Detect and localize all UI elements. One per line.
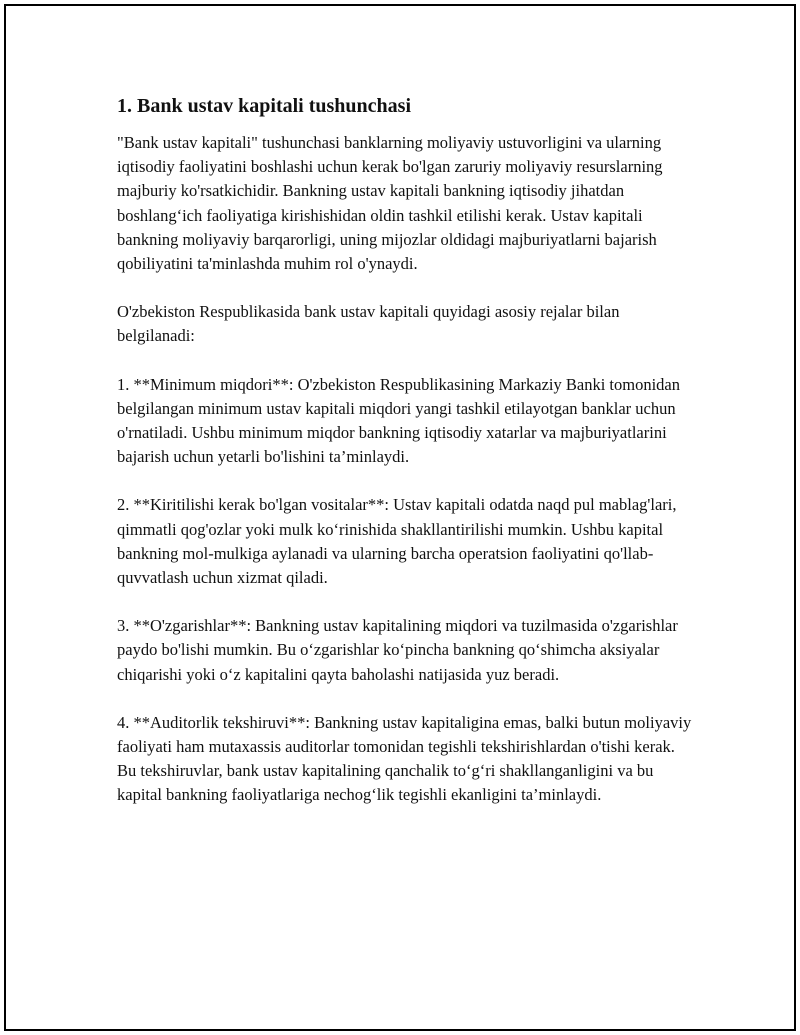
list-item-minimum: 1. **Minimum miqdori**: O'zbekiston Respublikasining Markaziy Banki tomonidan belgilangan minimum ustav kapitali miqdori yangi tashkil etilayotgan banklar uchun o'rnatiladi. Ushbu minimum miqdor bankning iqtisodiy xatarlar va majburiyatlarini bajarish uchun yetarli bo'lishini ta’minlaydi. bbox=[117, 374, 681, 467]
list-item-audit: 4. **Auditorlik tekshiruvi**: Bankning ustav kapitaligina emas, balki butun moliyaviy faoliyati ham mutaxassis auditorlar tomonidan tegishli tekshirishlardan o'tishi kerak. Bu tekshiruvlar, bank ustav kapitalining qanchalik to‘g‘ri shakllanganligini va bu kapital bankning faoliyatlariga nechog‘lik tegishli ekanligini ta’minlaydi. bbox=[117, 712, 692, 805]
list-item-assets: 2. **Kiritilishi kerak bo'lgan vositalar**: Ustav kapitali odatda naqd pul mablag'lari, qimmatli qog'ozlar yoki mulk ko‘rinishida shakllantirilishi mumkin. Ushbu kapital bankning mol-mulkiga aylanadi va ularning barcha operatsion faoliyatini qo'llab-quvvatlash uchun xizmat qiladi. bbox=[117, 495, 677, 588]
intro-paragraph: "Bank ustav kapitali" tushunchasi banklarning moliyaviy ustuvorligini va ularning iqtisodiy faoliyatini boshlashi uchun kerak bo'lgan zaruriy moliyaviy resurslarning majburiy ko'rsatkichidir. Bankning ustav kapitali bankning iqtisodiy jihatdan boshlang‘ich faoliyatiga kirishishidan oldin tashkil etilishi kerak. Ustav kapitali bankning moliyaviy barqarorligi, uning mijozlar oldidagi majburiyatlarni bajarish qobiliyatini ta'minlashda muhim rol o'ynaydi. bbox=[117, 133, 663, 274]
document-body bbox=[117, 93, 697, 832]
lead-in-paragraph: O'zbekiston Respublikasida bank ustav kapitali quyidagi asosiy rejalar bilan belgilanadi: bbox=[117, 302, 620, 346]
list-item-changes: 3. **O'zgarishlar**: Bankning ustav kapitalining miqdori va tuzilmasida o'zgarishlar paydo bo'lishi mumkin. Bu o‘zgarishlar ko‘pincha bankning qo‘shimcha aksiyalar chiqarishi yoki o‘z kapitalini qayta baholashi natijasida yuz beradi. bbox=[117, 616, 678, 684]
section-heading: 1. Bank ustav kapitali tushunchasi bbox=[117, 95, 412, 117]
